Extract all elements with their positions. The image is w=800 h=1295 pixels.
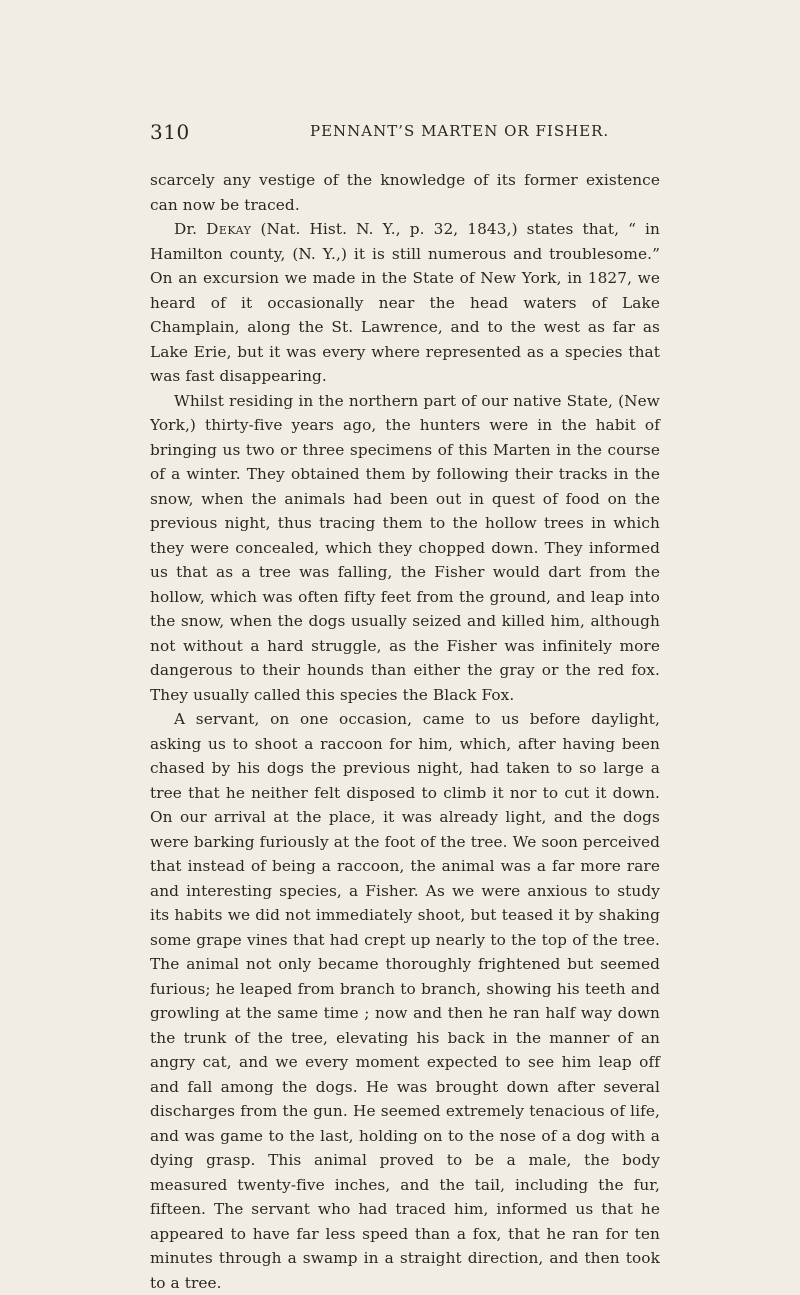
page-header [150, 120, 660, 144]
page-number: 310 [150, 120, 190, 144]
paragraph-2 [150, 217, 660, 389]
body-text [150, 168, 660, 1295]
paragraph-3: Whilst residing in the northern part of our native State, (New York,) thirty-five years ago, the hunters were in the habit of bringing us two or three specimens of this Marten in the course of a winter. They obtained them by following their tracks in the snow, when the animals had been out in quest of food on the previous night, thus tracing them to the hollow trees in which they were concealed, which they chopped down. They informed us that as a tree was falling, the Fisher would dart from the hollow, which was often fifty feet from the ground, and leap into the snow, when the dogs usually seized and killed him, although not without a hard struggle, as the Fisher was infinitely more dangerous to their hounds than either the gray or the red fox. They usually called this species the Black Fox. [150, 391, 660, 704]
paragraph-2-text: (Nat. Hist. N. Y., p. 32, 1843,) states that, “ in Hamilton county, (N. Y.,) it is still numerous and troublesome.” On an excursion we made in the State of New York, in 1827, we heard of it occasionally near the head waters of Lake Champlain, along the St. Lawrence, and to the west as far as Lake Erie, but it was every where represented as a species that was fast disappearing. [150, 220, 660, 385]
paragraph-1: scarcely any vestige of the knowledge of its former existence can now be traced. [150, 171, 660, 214]
author-name: Dekay [206, 220, 252, 238]
paragraph-4: A servant, on one occasion, came to us before daylight, asking us to shoot a raccoon for him, which, after having been chased by his dogs the previous night, had taken to so large a tree that he neither felt disposed to climb it nor to cut it down. On our arrival at the place, it was already light, and the dogs were barking furiously at the foot of the tree. We soon perceived that instead of being a raccoon, the animal was a far more rare and interesting species, a Fisher. As we were anxious to study its habits we did not immediately shoot, but teased it by shaking some grape vines that had crept up nearly to the top of the tree. The animal not only became thoroughly frightened but seemed furious; he leaped from branch to branch, showing his teeth and growling at the same time ; now and then he ran half way down the trunk of the tree, elevating his back in the manner of an angry cat, and we every moment expected to see him leap off and fall among the dogs. He was brought down after several discharges from the gun. He seemed extremely tenacious of life, and was game to the last, holding on to the nose of a dog with a dying grasp. This animal proved to be a male, the body measured twenty-five inches, and the tail, including the fur, fifteen. The servant who had traced him, informed us that he appeared to have far less speed than a fox, that he ran for ten minutes through a swamp in a straight direction, and then took to a tree. [150, 710, 660, 1292]
paragraph-2-lead: Dr. [174, 220, 207, 238]
running-head: PENNANT’S MARTEN OR FISHER. [310, 122, 610, 140]
